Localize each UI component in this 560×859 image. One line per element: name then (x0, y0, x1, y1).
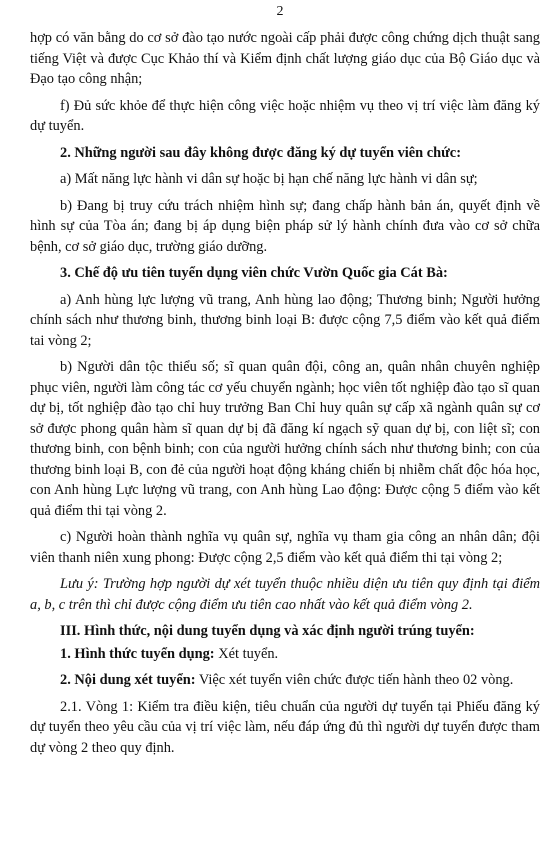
value-recruitment-form: Xét tuyển. (214, 645, 279, 662)
value-recruitment-content: Việc xét tuyển viên chức được tiến hành theo 02 vòng. (195, 672, 514, 688)
paragraph-priority-c: c) Người hoàn thành nghĩa vụ quân sự, nghĩa vụ tham gia công an nhân dân; đội viên thanh niên xung phong: Được cộng 2,5 điểm vào kết quả điểm thi tại vòng 2; (30, 529, 540, 566)
paragraph-ineligible-a: a) Mất năng lực hành vi dân sự hoặc bị hạn chế năng lực hành vi dân sự; (60, 171, 478, 187)
paragraph-degree-recognition: hợp có văn bằng do cơ sở đào tạo nước ngoài cấp phải được công chứng dịch thuật sang tiếng Việt và được Cục Khảo thí và Kiểm định chất lượng giáo dục của Bộ Giáo dục và Đạo tạo công nhận; (30, 30, 540, 87)
label-recruitment-form: 1. Hình thức tuyển dụng: (60, 645, 215, 662)
paragraph-priority-a: a) Anh hùng lực lượng vũ trang, Anh hùng lao động; Thương binh; Người hưởng chính sách như thương binh, thương binh loại B: được cộng 7,5 điểm vào kết quả điểm tai vòng 2; (30, 291, 540, 349)
paragraph-recruitment-content (30, 670, 540, 691)
document-body (30, 28, 540, 764)
paragraph-priority-b: b) Người dân tộc thiểu số; sĩ quan quân đội, công an, quân nhân chuyên nghiệp phục viên, người làm công tác cơ yếu chuyển ngành; học viên tốt nghiệp đào tạo sĩ quan dự bị, tốt nghiệp đào tạo chỉ huy trưởng Ban Chỉ huy quân sự cấp xã ngành quân sự cơ sở được phong quân hàm sĩ quan dự bị đã đăng kí ngạch sỹ quan dự bị, con liệt sĩ; con thương binh, con bệnh binh; con của người hưởng chính sách như thương binh; con của thương binh loại B, con đẻ của người hoạt động kháng chiến bị nhiễm chất độc hóa học, con Anh hùng Lực lượng vũ trang, con Anh hùng Lao động: Được cộng 5 điểm vào kết quả điểm thi tại vòng 2. (30, 359, 540, 519)
heading-ineligible-applicants: 2. Những người sau đây không được đăng ký dự tuyển viên chức: (60, 144, 461, 161)
paragraph-recruitment-form (30, 644, 540, 665)
page-number: 2 (276, 4, 284, 19)
paragraph-health-requirement: f) Đủ sức khỏe để thực hiện công việc hoặc nhiệm vụ theo vị trí việc làm đăng ký dự tuyển. (30, 97, 540, 134)
paragraph-ineligible-b: b) Đang bị truy cứu trách nhiệm hình sự; đang chấp hành bản án, quyết định về hình sự của Tòa án; đang bị áp dụng biện pháp sử lý hành chính đưa vào cơ sở chữa bệnh, cơ sở giáo dục, trường giáo dưỡng. (30, 197, 540, 255)
paragraph-round-1: 2.1. Vòng 1: Kiểm tra điều kiện, tiêu chuẩn của người dự tuyển tại Phiếu đăng ký dự tuyển theo yêu cầu của vị trí việc làm, nếu đáp ứng đủ thì người dự tuyển được tham dự vòng 2 theo quy định. (30, 698, 540, 756)
heading-section-iii: III. Hình thức, nội dung tuyển dụng và xác định người trúng tuyển: (60, 623, 475, 639)
label-recruitment-content: 2. Nội dung xét tuyển: (60, 672, 196, 688)
heading-priority-regime: 3. Chế độ ưu tiên tuyển dụng viên chức Vườn Quốc gia Cát Bà: (60, 265, 448, 281)
paragraph-priority-note: Lưu ý: Trường hợp người dự xét tuyển thuộc nhiều diện ưu tiên quy định tại điểm a, b, c trên thì chỉ được cộng điểm ưu tiên cao nhất vào kết quả điểm vòng 2. (30, 576, 540, 613)
